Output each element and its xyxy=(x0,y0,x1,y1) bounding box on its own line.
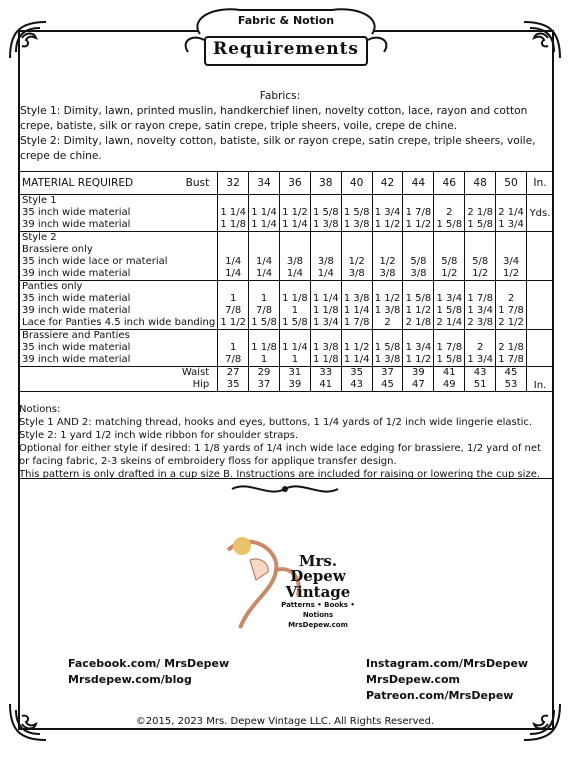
notions-line: This pattern is only drafted in a cup size B. Instructions are included for raising or lowering the cup size. xyxy=(19,469,541,480)
cell-value: 1 5/8 xyxy=(467,219,493,230)
corner-ornament-icon xyxy=(520,18,564,62)
cell-value: 2 xyxy=(446,207,453,218)
unit-cell xyxy=(527,281,554,330)
cell-value: 1/4 xyxy=(225,256,242,267)
value-cell xyxy=(249,232,280,281)
measure-cell xyxy=(279,367,310,392)
cell-value: 1 5/8 xyxy=(343,207,370,218)
cell-value: 1 5/8 xyxy=(436,354,463,365)
bust-label: Bust xyxy=(185,177,210,189)
cell-value: 3/8 xyxy=(317,256,334,267)
value-cell xyxy=(279,281,310,330)
group-title: Style 2 xyxy=(22,232,57,243)
cell-value: 2 1/8 xyxy=(467,207,493,218)
value-cell xyxy=(310,232,341,281)
row-label: 39 inch wide material xyxy=(22,268,131,279)
row-label: 39 inch wide material xyxy=(22,305,131,316)
table-header-row xyxy=(20,172,554,195)
value-cell xyxy=(372,281,403,330)
cell-value: 1 1/4 xyxy=(251,219,277,230)
cell-value: 1 xyxy=(260,354,268,365)
cell-value: 1 7/8 xyxy=(343,317,370,328)
row-label: Brassiere only xyxy=(22,244,93,255)
unit-header: In. xyxy=(527,172,554,195)
cell-value: 1 7/8 xyxy=(498,354,524,365)
group-label-cell xyxy=(20,195,218,232)
cell-value xyxy=(313,244,339,256)
table-body xyxy=(20,195,554,392)
group-title: Brassiere and Panties xyxy=(22,330,130,341)
size-header: 44 xyxy=(403,172,434,195)
cell-value: 1 1/4 xyxy=(282,342,308,353)
measure-cell xyxy=(249,367,280,392)
material-required-label: MATERIAL REQUIRED xyxy=(22,177,134,189)
value-cell xyxy=(218,330,249,367)
hip-value: 53 xyxy=(504,379,518,390)
cell-value: 1 3/4 xyxy=(312,317,339,328)
cell-value: 1/2 xyxy=(348,256,365,267)
cell-value: 1 1/4 xyxy=(343,305,370,316)
row-label: Lace for Panties 4.5 inch wide banding xyxy=(22,317,216,328)
cell-value: 2 1/8 xyxy=(405,317,432,328)
cell-value: 1 1/2 xyxy=(343,342,370,353)
flourish-divider-icon xyxy=(230,482,340,496)
value-cell xyxy=(310,195,341,232)
cell-value xyxy=(405,244,431,256)
size-header: 34 xyxy=(249,172,280,195)
waist-value: 31 xyxy=(288,367,302,378)
value-cell xyxy=(465,281,496,330)
group-title: Panties only xyxy=(22,281,83,292)
cell-value: 1/4 xyxy=(286,268,303,279)
cell-value: 1 7/8 xyxy=(436,342,463,353)
row-label: 35 inch wide material xyxy=(22,342,131,353)
size-header: 32 xyxy=(218,172,249,195)
cell-value: 1 1/2 xyxy=(405,354,432,365)
waist-value: 45 xyxy=(504,367,518,378)
hip-value: 45 xyxy=(381,379,394,390)
social-links-right xyxy=(366,656,528,704)
cell-value: 7/8 xyxy=(225,305,242,316)
waist-value: 39 xyxy=(412,367,425,378)
cell-value: 1 5/8 xyxy=(312,207,339,218)
value-cell xyxy=(403,232,434,281)
value-cell xyxy=(434,330,465,367)
table-row xyxy=(20,232,554,281)
cell-value: 1 5/8 xyxy=(436,305,463,316)
value-cell xyxy=(310,330,341,367)
cell-value: 3/4 xyxy=(503,256,520,267)
hip-value: 41 xyxy=(319,379,333,390)
cell-value: 3/8 xyxy=(348,268,365,279)
cell-value: 1 1/2 xyxy=(282,207,308,218)
cell-value: 1 xyxy=(291,305,299,316)
notions-line: Style 2: 1 yard 1/2 inch wide ribbon for shoulder straps. xyxy=(19,430,299,441)
measure-cell xyxy=(372,367,403,392)
waist-value: 43 xyxy=(473,367,487,378)
cell-value: 2 1/2 xyxy=(498,317,524,328)
value-cell xyxy=(249,281,280,330)
cell-value: 1/2 xyxy=(503,268,520,279)
value-cell xyxy=(434,195,465,232)
cell-value: 1 1/4 xyxy=(343,354,370,365)
cell-value: 1 1/4 xyxy=(220,207,246,218)
value-cell xyxy=(496,232,527,281)
cell-value: 1 5/8 xyxy=(405,293,432,304)
size-header: 50 xyxy=(496,172,527,195)
notions-section xyxy=(19,403,549,481)
patreon-link[interactable]: Patreon.com/MrsDepew xyxy=(366,689,514,702)
table-row xyxy=(20,195,554,232)
unit-cell xyxy=(527,195,554,232)
cell-value: 1 1/8 xyxy=(312,305,339,316)
size-header: 42 xyxy=(372,172,403,195)
cell-value: 1 3/8 xyxy=(374,305,401,316)
row-label: 35 inch wide material xyxy=(22,207,131,218)
cell-value xyxy=(375,244,401,256)
hip-value: 47 xyxy=(412,379,425,390)
cell-value: 1 3/8 xyxy=(374,354,401,365)
cell-value: 1/2 xyxy=(472,268,489,279)
cell-value: 1 1/2 xyxy=(405,219,432,230)
cell-value: 1 3/4 xyxy=(467,305,493,316)
unit-cell xyxy=(527,330,554,367)
value-cell xyxy=(218,232,249,281)
cell-value: 1 1/2 xyxy=(405,305,432,316)
cell-value: 1 3/8 xyxy=(312,219,339,230)
instagram-link[interactable]: Instagram.com/MrsDepew xyxy=(366,657,529,670)
cell-value: 1 1/2 xyxy=(220,317,246,328)
row-label: 39 inch wide material xyxy=(22,354,131,365)
cell-value: 1/4 xyxy=(255,268,273,279)
logo-tagline: Patterns • Books • Notions xyxy=(281,601,355,619)
cell-value: 1 7/8 xyxy=(498,305,524,316)
cell-value: 3/8 xyxy=(410,268,427,279)
cell-value: 1 1/8 xyxy=(220,219,246,230)
measure-cell xyxy=(496,367,527,392)
cell-value: 1/4 xyxy=(255,256,273,267)
table-header-cell xyxy=(20,172,218,195)
cell-value: 2 1/4 xyxy=(436,317,463,328)
group-label-cell xyxy=(20,281,218,330)
value-cell xyxy=(341,281,372,330)
logo-line2: Depew xyxy=(290,567,346,585)
size-header: 46 xyxy=(434,172,465,195)
fabrics-style1: Style 1: Dimity, lawn, printed muslin, handkerchief linen, novelty cotton, lace, rayon and cotton crepe, batiste, silk or rayon crepe, satin crepe, triple sheers, voile, crepe de chine. xyxy=(20,105,528,132)
cell-value: 1 5/8 xyxy=(282,317,308,328)
hip-value: 39 xyxy=(288,379,302,390)
value-cell xyxy=(218,195,249,232)
cell-value: 1 1/8 xyxy=(312,354,339,365)
waist-value: 41 xyxy=(442,367,456,378)
value-cell xyxy=(341,195,372,232)
measure-cell xyxy=(465,367,496,392)
row-label: 35 inch wide lace or material xyxy=(22,256,168,267)
fabrics-label: Fabrics: xyxy=(259,90,301,102)
fabrics-style2: Style 2: Dimity, lawn, novelty cotton, batiste, silk or rayon crepe, satin crepe, triple sheers, voile, crepe de chine. xyxy=(20,135,536,162)
cell-value: 1 1/8 xyxy=(282,293,308,304)
cell-value: 7/8 xyxy=(255,305,273,316)
cell-value: 2 xyxy=(384,317,391,328)
cell-value: 2 xyxy=(476,342,484,353)
fabrics-section xyxy=(20,89,540,164)
title-top-label: Fabric & Notion xyxy=(237,14,335,27)
measure-cell xyxy=(218,367,249,392)
notions-line: Style 1 AND 2: matching thread, hooks and eyes, buttons, 1 1/4 yards of 1/2 inch wide lingerie elastic. xyxy=(19,417,533,428)
value-cell xyxy=(341,232,372,281)
cell-value: 1 7/8 xyxy=(405,207,432,218)
cell-value: 1 3/4 xyxy=(467,354,493,365)
cell-value xyxy=(436,244,462,256)
unit-cell xyxy=(527,367,554,392)
cell-value: 5/8 xyxy=(472,256,489,267)
title-plaque xyxy=(180,0,392,80)
value-cell xyxy=(434,281,465,330)
cell-value: 1 3/8 xyxy=(343,219,370,230)
logo-site: MrsDepew.com xyxy=(288,621,348,629)
size-header: 40 xyxy=(341,172,372,195)
copyright-text: ©2015, 2023 Mrs. Depew Vintage LLC. All Rights Reserved. xyxy=(135,716,435,727)
cell-value: 1/2 xyxy=(379,256,396,267)
waist-value: 29 xyxy=(257,367,271,378)
hip-value: 35 xyxy=(226,379,240,390)
table-row xyxy=(20,367,554,392)
cell-value: 5/8 xyxy=(410,256,427,267)
cell-value: 1/2 xyxy=(441,268,458,279)
cell-value: 1 5/8 xyxy=(374,342,401,353)
notions-label: Notions: xyxy=(19,404,61,415)
notions-line: Optional for either style if desired: 1 1/8 yards of 1/4 inch wide lace edging for brassiere, 1/2 yard of net or facing fabric, 2-3 skeins of embroidery floss for applique transfer design. xyxy=(19,443,541,467)
size-header: 36 xyxy=(279,172,310,195)
measure-cell xyxy=(403,367,434,392)
cell-value: 1 1/8 xyxy=(251,342,277,353)
hip-value: 51 xyxy=(473,379,487,390)
cell-value: 1 5/8 xyxy=(436,219,463,230)
measure-cell xyxy=(310,367,341,392)
value-cell xyxy=(465,195,496,232)
hip-value: 49 xyxy=(442,379,456,390)
value-cell xyxy=(403,330,434,367)
cell-value xyxy=(344,244,370,256)
cell-value: 7/8 xyxy=(225,354,242,365)
cell-value: 2 3/8 xyxy=(467,317,493,328)
waist-value: 27 xyxy=(226,367,240,378)
cell-value xyxy=(220,244,246,256)
value-cell xyxy=(279,232,310,281)
row-label: 39 inch wide material xyxy=(22,219,131,230)
cell-value: 1 1/4 xyxy=(312,293,339,304)
group-title: Style 1 xyxy=(22,195,57,206)
cell-value: 2 xyxy=(507,293,515,304)
value-cell xyxy=(496,330,527,367)
value-cell xyxy=(403,281,434,330)
blog-link[interactable]: Mrsdepew.com/blog xyxy=(68,673,192,686)
hip-value: 37 xyxy=(257,379,271,390)
value-cell xyxy=(372,195,403,232)
requirements-table xyxy=(19,171,554,392)
cell-value: 1 xyxy=(291,354,299,365)
value-cell xyxy=(465,232,496,281)
table-row xyxy=(20,281,554,330)
cell-value: 1 xyxy=(229,342,237,353)
value-cell xyxy=(218,281,249,330)
cell-value: 1 xyxy=(260,293,268,304)
measure-label-cell xyxy=(20,367,218,392)
facebook-link[interactable]: Facebook.com/ MrsDepew xyxy=(68,657,230,670)
cell-value: 1 5/8 xyxy=(251,317,277,328)
corner-ornament-icon xyxy=(6,18,50,62)
value-cell xyxy=(496,281,527,330)
logo-text xyxy=(270,554,366,630)
value-cell xyxy=(465,330,496,367)
unit-yds: Yds. xyxy=(529,207,551,219)
cell-value: 5/8 xyxy=(441,256,458,267)
unit-cell xyxy=(527,232,554,281)
measure-cell xyxy=(434,367,465,392)
waist-value: 33 xyxy=(319,367,333,378)
cell-value: 1/4 xyxy=(317,268,334,279)
waist-value: 35 xyxy=(350,367,364,378)
cell-value: 1 3/4 xyxy=(498,219,524,230)
group-label-cell xyxy=(20,232,218,281)
cell-value: 1 3/8 xyxy=(312,342,339,353)
cell-value xyxy=(498,244,524,256)
waist-label: Waist xyxy=(181,367,210,378)
cell-value xyxy=(251,244,277,256)
value-cell xyxy=(372,232,403,281)
cell-value: 1 3/4 xyxy=(374,207,401,218)
size-header: 48 xyxy=(465,172,496,195)
value-cell xyxy=(249,330,280,367)
cell-value xyxy=(282,244,308,256)
cell-value: 1/4 xyxy=(225,268,242,279)
cell-value: 1 1/2 xyxy=(374,219,401,230)
group-label-cell xyxy=(20,330,218,367)
cell-value: 1 3/4 xyxy=(405,342,432,353)
section-divider xyxy=(19,478,554,479)
social-links-left xyxy=(68,656,229,688)
measure-cell xyxy=(341,367,372,392)
table-row xyxy=(20,330,554,367)
value-cell xyxy=(249,195,280,232)
cell-value: 2 1/8 xyxy=(498,342,524,353)
value-cell xyxy=(403,195,434,232)
value-cell xyxy=(496,195,527,232)
hip-label: Hip xyxy=(192,379,210,390)
page-title: Requirements xyxy=(212,39,359,59)
value-cell xyxy=(341,330,372,367)
cell-value: 1 3/8 xyxy=(343,293,370,304)
cell-value: 1 1/4 xyxy=(251,207,277,218)
hip-value: 43 xyxy=(350,379,364,390)
logo-line1: Mrs. xyxy=(298,552,338,570)
website-link[interactable]: MrsDepew.com xyxy=(366,673,461,686)
cell-value: 3/8 xyxy=(379,268,396,279)
cell-value: 3/8 xyxy=(286,256,303,267)
value-cell xyxy=(279,195,310,232)
logo-line3: Vintage xyxy=(285,583,351,601)
waist-value: 37 xyxy=(381,367,394,378)
cell-value: 1 1/4 xyxy=(282,219,308,230)
value-cell xyxy=(279,330,310,367)
size-header: 38 xyxy=(310,172,341,195)
unit-in: In. xyxy=(533,380,547,391)
value-cell xyxy=(310,281,341,330)
cell-value: 1 7/8 xyxy=(467,293,493,304)
cell-value xyxy=(467,244,493,256)
value-cell xyxy=(434,232,465,281)
cell-value: 1 3/4 xyxy=(436,293,463,304)
cell-value: 2 1/4 xyxy=(498,207,524,218)
value-cell xyxy=(372,330,403,367)
row-label: 35 inch wide material xyxy=(22,293,131,304)
cell-value: 1 1/2 xyxy=(374,293,401,304)
cell-value: 1 xyxy=(229,293,237,304)
